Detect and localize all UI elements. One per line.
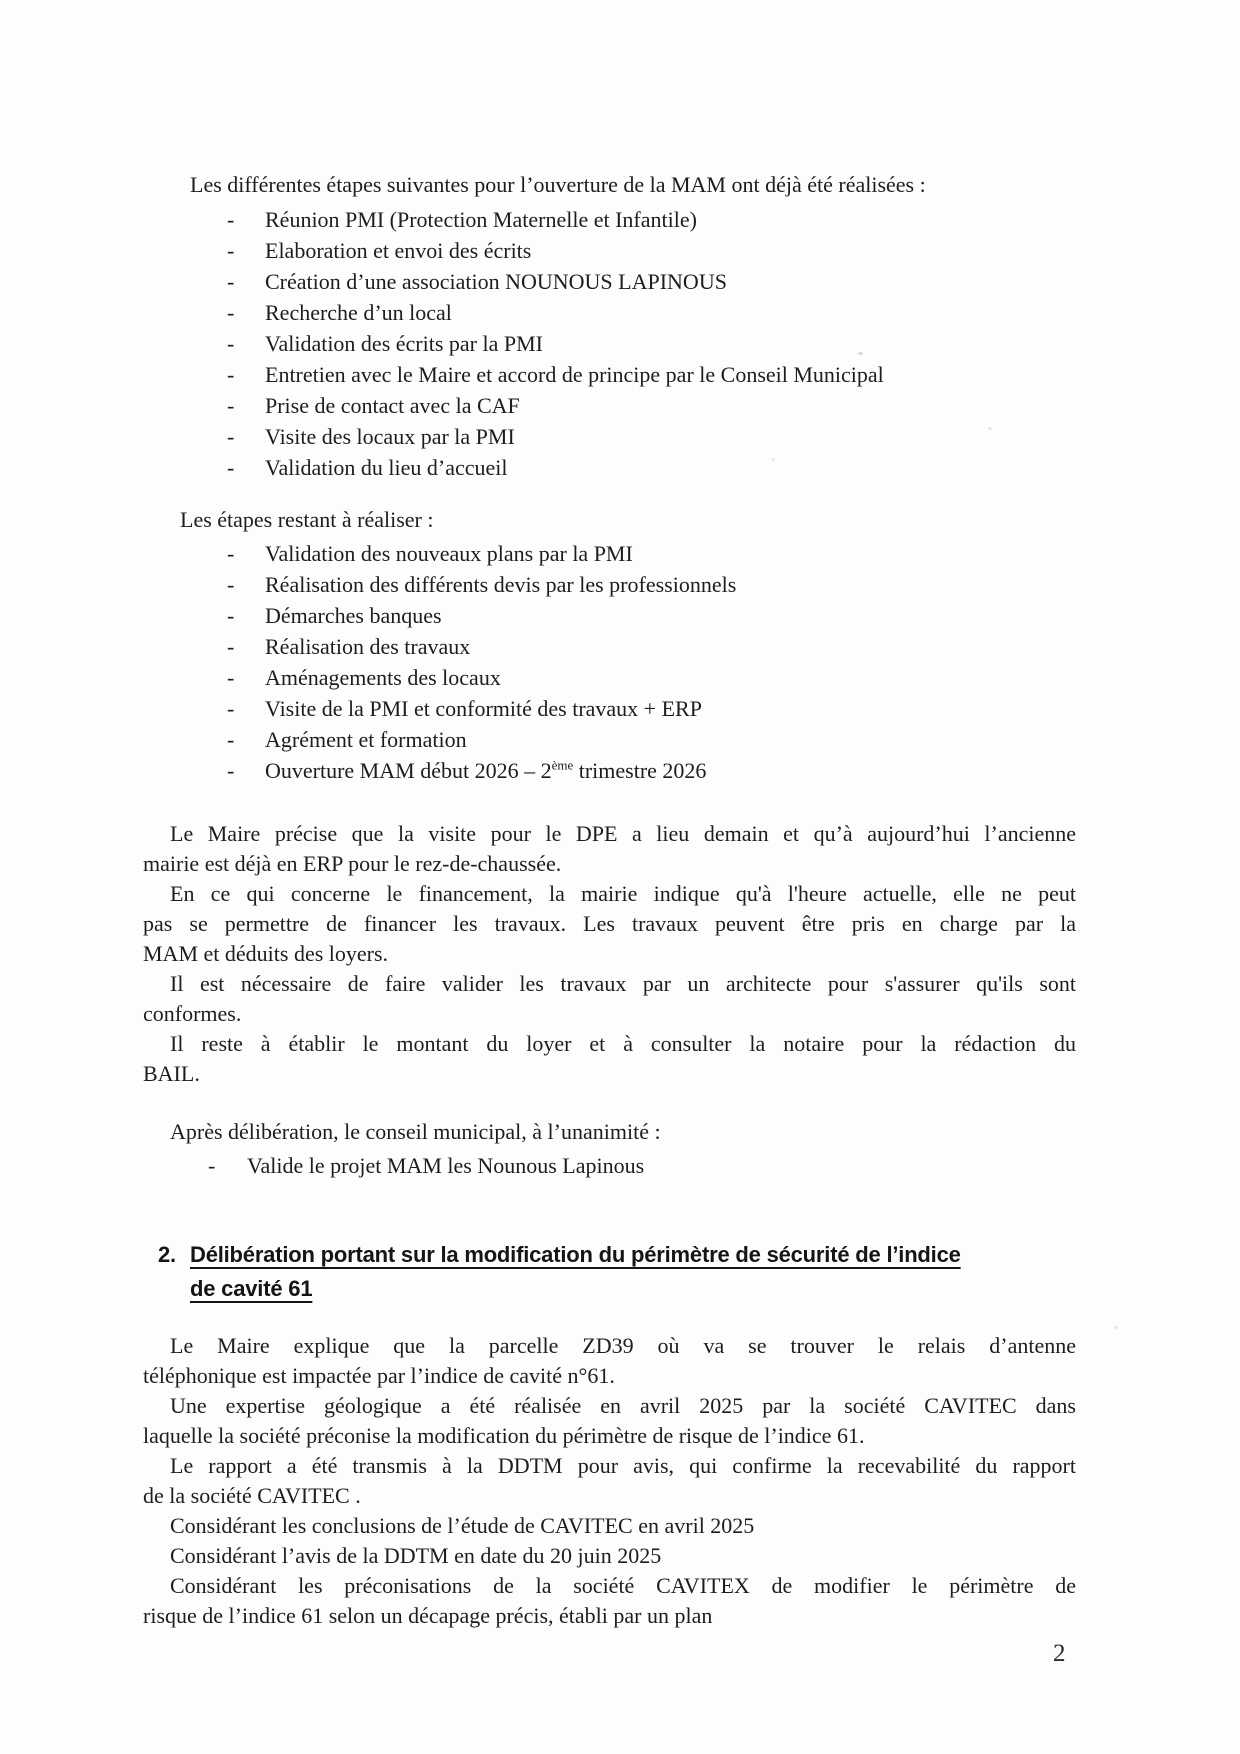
document-body: [143, 170, 1076, 1631]
section-title-line-2: de cavité 61: [190, 1276, 313, 1301]
item-text: Création d’une association NOUNOUS LAPINOUS: [265, 269, 727, 294]
text-line: Considérant l’avis de la DDTM en date du 20 juin 2025: [170, 1543, 662, 1568]
paragraph-parcelle: [143, 1331, 1076, 1391]
bullet-dash: -: [227, 269, 235, 294]
text-line: conformes.: [143, 1001, 242, 1026]
item-text: Aménagements des locaux: [265, 665, 501, 690]
text-line: Le rapport a été transmis à la DDTM pour avis, qui confirme la recevabilité du rapport: [170, 1453, 1076, 1478]
item-text: Entretien avec le Maire et accord de principe par le Conseil Municipal: [265, 362, 884, 387]
item-text-pre: Ouverture MAM début 2026 – 2: [265, 758, 552, 783]
paragraph-considerant-1: [143, 1511, 1076, 1541]
section-title-line-1: Délibération portant sur la modification du périmètre de sécurité de l’indice: [190, 1242, 961, 1267]
item-text-post: trimestre 2026: [573, 758, 707, 783]
paragraph-considerant-3: [143, 1571, 1076, 1631]
ordinal-superscript: ème: [551, 757, 574, 773]
list-item: [143, 266, 1076, 297]
list-item: [143, 724, 1076, 755]
paragraph-dpe: [143, 819, 1076, 879]
list-item: [143, 1150, 1076, 1181]
remaining-steps-list: [143, 538, 1076, 786]
bullet-dash: -: [227, 727, 235, 752]
completed-steps-list: [143, 204, 1076, 483]
paragraph-expertise: [143, 1391, 1076, 1451]
text-line: Une expertise géologique a été réalisée en avril 2025 par la société CAVITEC dans: [170, 1393, 1076, 1418]
text-line: Considérant les conclusions de l’étude de CAVITEC en avril 2025: [170, 1513, 755, 1538]
item-text: Visite des locaux par la PMI: [265, 424, 515, 449]
list-item: [143, 204, 1076, 235]
item-text: Réunion PMI (Protection Maternelle et Infantile): [265, 207, 697, 232]
item-text: Réalisation des différents devis par les professionnels: [265, 572, 737, 597]
section-title: [190, 1238, 961, 1306]
text-line: BAIL.: [143, 1061, 200, 1086]
scan-speckle: [1114, 1326, 1118, 1329]
list-item: [143, 390, 1076, 421]
bullet-dash: -: [227, 300, 235, 325]
list-item: [143, 421, 1076, 452]
bullet-dash: -: [227, 634, 235, 659]
text-line: pas se permettre de financer les travaux. Les travaux peuvent être pris en charge par la: [143, 911, 1076, 936]
text-line: laquelle la société préconise la modification du périmètre de risque de l’indice 61.: [143, 1423, 865, 1448]
item-text: Valide le projet MAM les Nounous Lapinous: [247, 1153, 645, 1178]
list-item: [143, 452, 1076, 483]
paragraph-considerant-2: [143, 1541, 1076, 1571]
list-item: [143, 600, 1076, 631]
list-item: [143, 328, 1076, 359]
text-line: mairie est déjà en ERP pour le rez-de-chaussée.: [143, 851, 562, 876]
list-item: [143, 569, 1076, 600]
item-text: Recherche d’un local: [265, 300, 452, 325]
text-line: MAM et déduits des loyers.: [143, 941, 389, 966]
list-item: [143, 662, 1076, 693]
text-line: Il reste à établir le montant du loyer et à consulter la notaire pour la rédaction du: [170, 1031, 1076, 1056]
item-text: [265, 755, 1076, 786]
paragraph-financement: [143, 879, 1076, 969]
section-number: 2.: [158, 1242, 176, 1267]
text-line: risque de l’indice 61 selon un décapage précis, établi par un plan: [143, 1603, 713, 1628]
paragraph-rapport: [143, 1451, 1076, 1511]
bullet-dash: -: [227, 603, 235, 628]
item-text: Validation des écrits par la PMI: [265, 331, 543, 356]
bullet-dash: -: [227, 207, 235, 232]
section-2-body: [143, 1331, 1076, 1631]
bullet-dash: -: [227, 758, 235, 783]
page-number: 2: [1053, 1640, 1066, 1667]
scan-speckle: [772, 458, 775, 461]
item-text: Réalisation des travaux: [265, 634, 471, 659]
list-item: [143, 297, 1076, 328]
text-line: Le Maire précise que la visite pour le DPE a lieu demain et qu’à aujourd’hui l’ancienne: [170, 821, 1076, 846]
item-text: Elaboration et envoi des écrits: [265, 238, 532, 263]
list-item: [143, 538, 1076, 569]
item-text: Validation du lieu d’accueil: [265, 455, 508, 480]
item-text: Visite de la PMI et conformité des travaux + ERP: [265, 696, 702, 721]
list-item: [143, 631, 1076, 662]
deliberation-list: [143, 1150, 1076, 1181]
bullet-dash: -: [227, 696, 235, 721]
text-line: Considérant les préconisations de la société CAVITEX de modifier le périmètre de: [170, 1573, 1076, 1598]
deliberation-intro: Après délibération, le conseil municipal, à l’unanimité :: [170, 1119, 661, 1144]
bullet-dash: -: [227, 424, 235, 449]
bullet-dash: -: [227, 572, 235, 597]
paragraph-bail: [143, 1029, 1076, 1089]
text-line: Le Maire explique que la parcelle ZD39 où va se trouver le relais d’antenne: [170, 1333, 1076, 1358]
bullet-dash: -: [227, 665, 235, 690]
text-line: de la société CAVITEC .: [143, 1483, 361, 1508]
list-item: [143, 693, 1076, 724]
bullet-dash: -: [227, 541, 235, 566]
text-line: Il est nécessaire de faire valider les travaux par un architecte pour s'assurer qu'ils sont: [170, 971, 1076, 996]
list-item: [143, 235, 1076, 266]
list-item: [143, 359, 1076, 390]
item-text: Prise de contact avec la CAF: [265, 393, 520, 418]
text-line: En ce qui concerne le financement, la mairie indique qu'à l'heure actuelle, elle ne peut: [170, 881, 1076, 906]
bullet-dash: -: [227, 393, 235, 418]
scan-speckle: [988, 427, 992, 430]
text-line: téléphonique est impactée par l’indice de cavité n°61.: [143, 1363, 615, 1388]
bullet-dash: -: [227, 362, 235, 387]
bullet-dash: -: [208, 1153, 216, 1178]
intro-line-remaining: Les étapes restant à réaliser :: [180, 507, 434, 532]
scan-speckle: [858, 352, 863, 355]
intro-line-completed: Les différentes étapes suivantes pour l’ouverture de la MAM ont déjà été réalisées :: [190, 172, 926, 197]
item-text: Démarches banques: [265, 603, 442, 628]
section-2-heading: [143, 1238, 1076, 1306]
list-item-ouverture-mam: [143, 755, 1076, 786]
item-text: Agrément et formation: [265, 727, 467, 752]
item-text: Validation des nouveaux plans par la PMI: [265, 541, 633, 566]
bullet-dash: -: [227, 238, 235, 263]
bullet-dash: -: [227, 331, 235, 356]
bullet-dash: -: [227, 455, 235, 480]
paragraph-architecte: [143, 969, 1076, 1029]
